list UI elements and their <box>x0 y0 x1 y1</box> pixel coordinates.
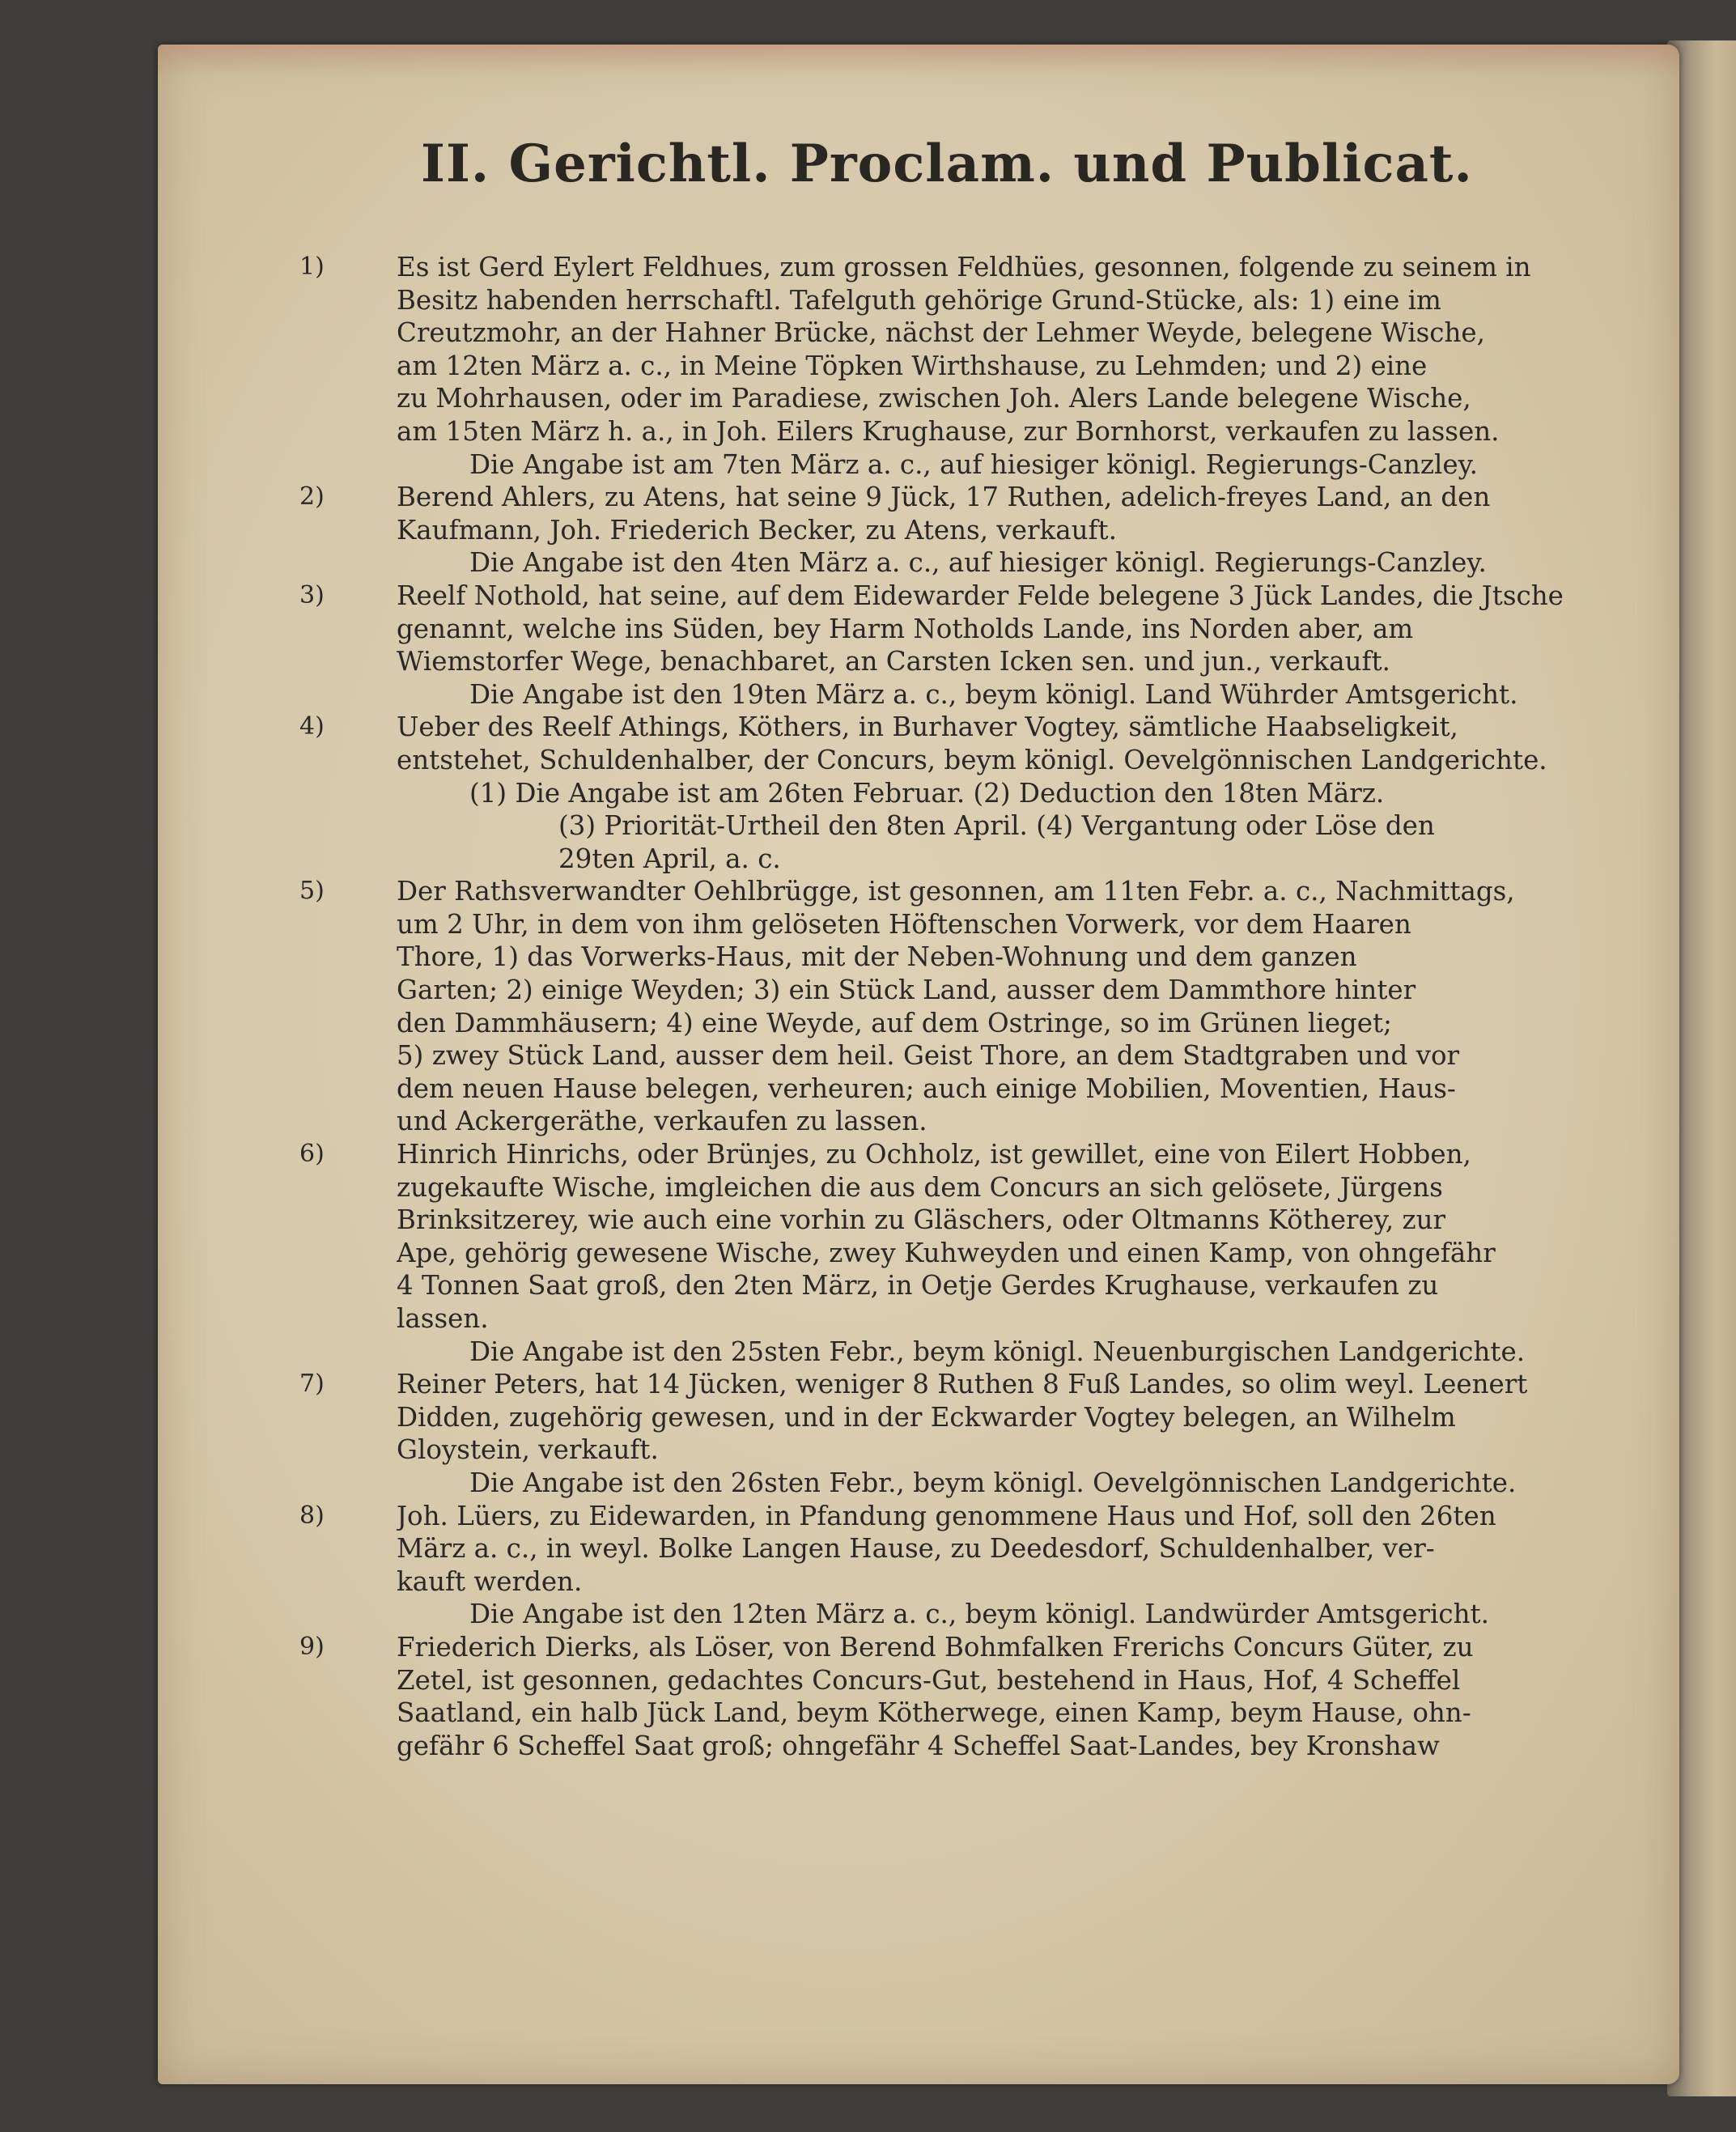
entry-schedule-line: (3) Priorität-Urtheil den 8ten April. (4) Vergantung oder Löse den <box>558 810 1435 842</box>
entry-number: 4) <box>299 712 325 741</box>
entry-schedule-line: 29ten April, a. c. <box>558 843 781 874</box>
entry-text-line: dem neuen Hause belegen, verheuren; auch einige Mobilien, Moventien, Haus- <box>397 1072 1456 1104</box>
entry-text-line: Der Rathsverwandter Oehlbrügge, ist gesonnen, am 11ten Febr. a. c., Nachmittags, <box>397 876 1515 907</box>
entry-text-line: Didden, zugehörig gewesen, und in der Eckwarder Vogtey belegen, an Wilhelm <box>397 1401 1456 1433</box>
entry-text-line: Besitz habenden herrschaftl. Tafelguth gehörige Grund-Stücke, als: 1) eine im <box>397 284 1441 316</box>
entry-text-line: am 12ten März a. c., in Meine Töpken Wirthshause, zu Lehmden; und 2) eine <box>397 350 1428 381</box>
entry-text-line: Brinksitzerey, wie auch eine vorhin zu Gläschers, oder Oltmanns Kötherey, zur <box>397 1204 1446 1236</box>
entry-text-line: Ape, gehörig gewesene Wische, zwey Kuhweyden und einen Kamp, von ohngefähr <box>397 1237 1496 1268</box>
entry-text-line: Creutzmohr, an der Hahner Brücke, nächst der Lehmer Weyde, belegene Wische, <box>397 317 1485 349</box>
entry-filing-line: Die Angabe ist den 12ten März a. c., beym königl. Landwürder Amtsgericht. <box>469 1599 1489 1630</box>
notice-entry <box>299 875 1574 1138</box>
entry-text-line: 4 Tonnen Saat groß, den 2ten März, in Oetje Gerdes Krughause, verkaufen zu <box>397 1270 1439 1302</box>
entry-number: 3) <box>299 580 325 609</box>
notice-entry <box>299 580 1574 711</box>
entry-text-line: Berend Ahlers, zu Atens, hat seine 9 Jück, 17 Ruthen, adelich-freyes Land, an den <box>397 482 1491 513</box>
entry-text-line: zu Mohrhausen, oder im Paradiese, zwischen Joh. Alers Lande belegene Wische, <box>397 383 1471 414</box>
document-body <box>299 251 1574 1762</box>
entry-text-line: Joh. Lüers, zu Eidewarden, in Pfandung genommene Haus und Hof, soll den 26ten <box>397 1500 1496 1531</box>
entry-text-line: am 15ten März h. a., in Joh. Eilers Krughause, zur Bornhorst, verkaufen zu lassen. <box>397 415 1500 447</box>
entry-text-line: Reiner Peters, hat 14 Jücken, weniger 8 Ruthen 8 Fuß Landes, so olim weyl. Leenert <box>397 1369 1528 1400</box>
entry-text-line: März a. c., in weyl. Bolke Langen Hause, zu Deedesdorf, Schuldenhalber, ver- <box>397 1533 1435 1565</box>
notice-entry <box>299 711 1574 875</box>
page-title: II. Gerichtl. Proclam. und Publicat. <box>421 134 1473 194</box>
entry-text-line: lassen. <box>397 1303 489 1334</box>
entry-text-line: Garten; 2) einige Weyden; 3) ein Stück Land, ausser dem Dammthore hinter <box>397 975 1416 1006</box>
entry-filing-line: (1) Die Angabe ist am 26ten Februar. (2) Deduction den 18ten März. <box>469 777 1385 809</box>
entry-text-line: den Dammhäusern; 4) eine Weyde, auf dem Ostringe, so im Grünen lieget; <box>397 1007 1392 1038</box>
entry-number: 2) <box>299 482 325 512</box>
entry-text-line: Gloystein, verkauft. <box>397 1434 659 1466</box>
entry-number: 7) <box>299 1370 325 1399</box>
entry-text-line: 5) zwey Stück Land, ausser dem heil. Geist Thore, an dem Stadtgraben und vor <box>397 1040 1460 1072</box>
entry-text-line: Hinrich Hinrichs, oder Brünjes, zu Ochholz, ist gewillet, eine von Eilert Hobben, <box>397 1139 1471 1170</box>
entry-text-line: um 2 Uhr, in dem von ihm gelöseten Höftenschen Vorwerk, vor dem Haaren <box>397 908 1411 940</box>
entry-filing-line: Die Angabe ist den 25sten Febr., beym königl. Neuenburgischen Landgerichte. <box>469 1336 1526 1367</box>
entry-text-line: Reelf Nothold, hat seine, auf dem Eidewarder Felde belegene 3 Jück Landes, die Jtsche <box>397 580 1564 611</box>
notice-entry <box>299 1138 1574 1368</box>
notice-entry <box>299 1500 1574 1631</box>
entry-text-line: kauft werden. <box>397 1565 583 1597</box>
page-edge-stain <box>158 45 1679 77</box>
entry-text-line: gefähr 6 Scheffel Saat groß; ohngefähr 4 Scheffel Saat-Landes, bey Kronshaw <box>397 1730 1440 1761</box>
entry-filing-line: Die Angabe ist den 26sten Febr., beym königl. Oevelgönnischen Landgerichte. <box>469 1467 1517 1498</box>
entry-text-line: Kaufmann, Joh. Friederich Becker, zu Atens, verkauft. <box>397 514 1117 546</box>
notice-entry <box>299 481 1574 580</box>
entry-text-line: Saatland, ein halb Jück Land, beym Kötherwege, einen Kamp, beym Hause, ohn- <box>397 1697 1471 1729</box>
entry-text-line: und Ackergeräthe, verkaufen zu lassen. <box>397 1106 927 1137</box>
entry-number: 8) <box>299 1501 325 1530</box>
entry-text-line: genannt, welche ins Süden, bey Harm Notholds Lande, ins Norden aber, am <box>397 613 1414 644</box>
entry-number: 5) <box>299 877 325 906</box>
entry-text-line: Zetel, ist gesonnen, gedachtes Concurs-Gut, bestehend in Haus, Hof, 4 Scheffel <box>397 1664 1461 1696</box>
entry-filing-line: Die Angabe ist am 7ten März a. c., auf hiesiger königl. Regierungs-Canzley. <box>469 448 1479 480</box>
entry-number: 9) <box>299 1632 325 1661</box>
entry-text-line: Ueber des Reelf Athings, Köthers, in Burhaver Vogtey, sämtliche Haabseligkeit, <box>397 711 1458 743</box>
entry-text-line: zugekaufte Wische, imgleichen die aus dem Concurs an sich gelösete, Jürgens <box>397 1171 1443 1203</box>
entry-text-line: Es ist Gerd Eylert Feldhues, zum grossen Feldhües, gesonnen, folgende zu seinem in <box>397 252 1531 282</box>
entry-filing-line: Die Angabe ist den 4ten März a. c., auf hiesiger königl. Regierungs-Canzley. <box>469 547 1487 579</box>
entry-text-line: Friederich Dierks, als Löser, von Berend Bohmfalken Frerichs Concurs Güter, zu <box>397 1631 1474 1663</box>
entry-number: 1) <box>299 253 325 281</box>
notice-entry <box>299 1368 1574 1499</box>
entry-text-line: Thore, 1) das Vorwerks-Haus, mit der Neben-Wohnung und dem ganzen <box>397 941 1357 973</box>
notice-entry <box>299 251 1574 481</box>
entry-number: 6) <box>299 1140 325 1169</box>
entry-filing-line: Die Angabe ist den 19ten März a. c., beym königl. Land Wührder Amtsgericht. <box>469 678 1518 710</box>
entry-text-line: Wiemstorfer Wege, benachbaret, an Carsten Icken sen. und jun., verkauft. <box>397 646 1390 677</box>
notice-entry <box>299 1631 1574 1762</box>
entry-text-line: entstehet, Schuldenhalber, der Concurs, beym königl. Oevelgönnischen Landgerichte. <box>397 744 1547 775</box>
